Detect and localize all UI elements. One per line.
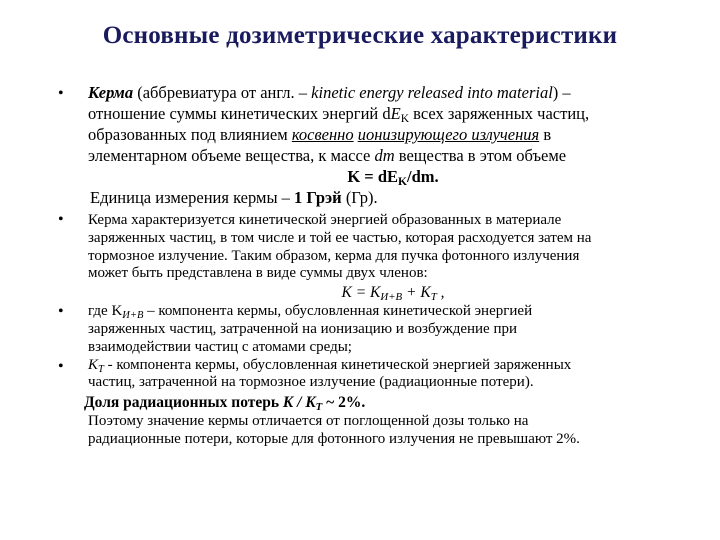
char-line: заряженных частиц, в том числе и той ее частью, которая расходуется затем на xyxy=(88,229,592,246)
kerma-definition xyxy=(88,82,698,208)
char-line: Керма характеризуется кинетической энергией образованных в материале xyxy=(88,212,562,228)
kerma-sum-formula: $K = K_{И+В} + K_T$ , xyxy=(341,284,445,304)
char-line: радиационные потери, которые для фотонного излучения не превышают 2%. xyxy=(88,430,580,447)
kerma-line-3: образованных под влиянием косвенно ионизирующего излучения в xyxy=(88,125,552,144)
bullet-marker: • xyxy=(58,85,64,102)
kerma-line-2: отношение суммы кинетических энергий $dE_K$ всех заряженных частиц, xyxy=(88,104,590,125)
char-line: $K_T$ - компонента кермы, обусловленная кинетической энергией заряженных xyxy=(88,356,572,375)
slide-title: Основные дозиметрические характеристики xyxy=(102,22,618,49)
char-line: тормозное излучение. Таким образом, керма для пучка фотонного излучения xyxy=(88,247,580,264)
kerma-unit: Единица измерения кермы – 1 Грэй (Гр). xyxy=(90,188,378,207)
char-line: где $K_{И+В}$ – компонента кермы, обусловленная кинетической энергией xyxy=(88,303,533,322)
char-line: частиц, затраченной на тормозное излучение (радиационные потери). xyxy=(88,374,534,391)
radiation-loss-share: Доля радиационных потерь K / $K_T$ ~ 2%. xyxy=(84,394,366,414)
char-line: взаимодействии частиц с атомами среды; xyxy=(88,338,352,355)
char-line: Поэтому значение кермы отличается от поглощенной дозы только на xyxy=(88,413,529,430)
kerma-line-1: Керма (аббревиатура от англ. – kinetic energy released into material) – xyxy=(88,83,571,102)
kerma-line-4: элементарном объеме вещества, к массе dm вещества в этом объеме xyxy=(88,146,567,165)
kerma-characterization xyxy=(84,212,698,449)
bullet-marker: • xyxy=(58,303,64,320)
bullet-marker: • xyxy=(58,211,64,228)
bullet-marker: • xyxy=(58,358,64,375)
char-line: заряженных частиц, затраченной на ионизацию и возбуждение при xyxy=(88,320,518,337)
char-line: может быть представлена в виде суммы двух членов: xyxy=(88,265,428,282)
kerma-formula: $K = dE_K/dm$. xyxy=(347,167,439,188)
